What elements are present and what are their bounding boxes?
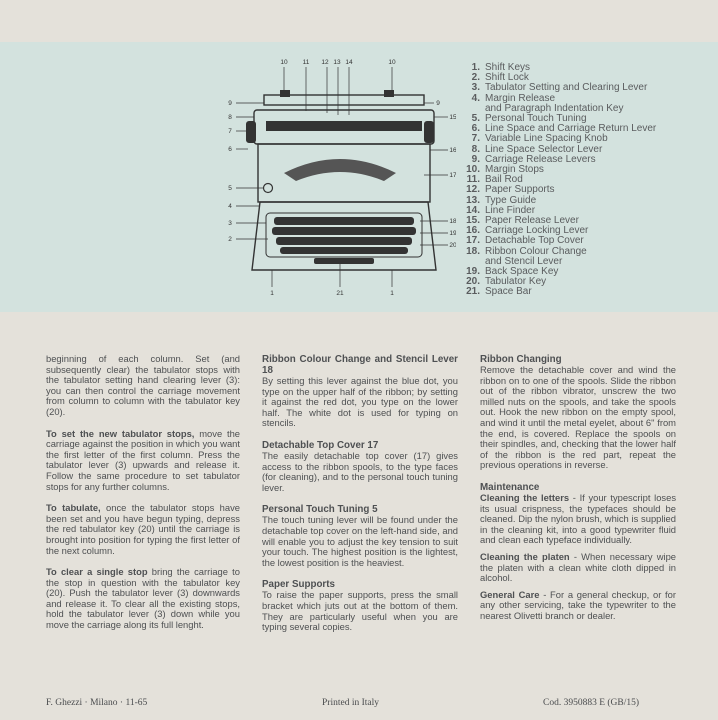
paragraph: The touch tuning lever will be found under the detachable top cover on the left-hand side, and will enable you to adjust the key tension to suit your touch. The highest position is the lightest, the lowest position is the heaviest. — [262, 514, 458, 568]
paragraph: To set the new tabulator stops, move the carriage against the position in which you want the first letter of the first column. Press the tabulator lever (3) upwards and release it. Follow the same procedure to set tabulator stops for any further columns. — [46, 427, 241, 492]
callout-left: 8 — [228, 114, 232, 121]
paragraph: Remove the detachable cover and wind the ribbon on to one of the spools. Slide the ribbon out of the ribbon vibrator, unscrew the two milled nuts on the spools, and take the spools out. Hook the new ribbon on the empty spool, and wind it until the metal eyelet, about 6" from the end, is covered. Replace the spools on their spindles, and, checking that the lower half of the ribbon is the red part, repeat the previous operations in reverse. — [480, 364, 676, 471]
callout-right: 19 — [449, 230, 456, 237]
callout-left: 7 — [228, 128, 232, 135]
legend-item: 7. Variable Line Spacing Knob — [471, 133, 608, 145]
callout-top: 14 — [345, 59, 353, 66]
legend-item: 3. Tabulator Setting and Clearing Lever — [471, 82, 648, 94]
callout-left: 2 — [228, 236, 232, 243]
callout-bottom: 1 — [270, 290, 274, 297]
footer-printer: F. Ghezzi · Milano · 11-65 — [46, 698, 148, 708]
paragraph: beginning of each column. Set (and subsequently clear) the tabulator stops with the tabulator setting hand clearing lever (3): you can then control the carriage movement from column to column with the tabulator key (20). — [46, 353, 240, 417]
paragraph: To clear a single stop bring the carriage to the stop in question with the tabulator key (20). Push the tabulator lever (3) downwards and release it. To clear all the existing stops, hold the tabulator lever (3) down while you move the carriage along its full lenght. — [46, 566, 240, 631]
section-heading: Ribbon Changing — [480, 354, 562, 365]
callout-right: 20 — [449, 242, 456, 249]
typewriter-illustration — [224, 55, 456, 307]
legend-item: 6. Line Space and Carriage Return Lever — [471, 123, 657, 135]
callout-right: 18 — [449, 218, 456, 225]
footer-origin: Printed in Italy — [322, 698, 379, 708]
section-heading: Maintenance — [480, 481, 540, 493]
callout-top: 10 — [280, 59, 288, 66]
footer-code: Cod. 3950883 E (GB/15) — [543, 698, 640, 708]
callout-right: 17 — [449, 172, 456, 179]
paragraph: General Care - For a general checkup, or for any other servicing, take the typewriter to the nearest Olivetti branch or dealer. — [480, 588, 676, 621]
legend-item: 20. Tabulator Key — [466, 276, 547, 288]
callout-right: 15 — [449, 114, 456, 121]
callout-bottom: 1 — [390, 290, 394, 297]
callout-left: 4 — [228, 203, 232, 210]
column-features — [262, 354, 458, 644]
callout-top: 11 — [302, 59, 310, 66]
legend-item: 21. Space Bar — [466, 286, 532, 298]
legend-item: 19. Back Space Key — [466, 266, 559, 278]
section-heading: Paper Supports — [262, 579, 335, 591]
callout-left: 5 — [228, 185, 232, 192]
paragraph: Cleaning the letters - If your typescript loses its usual crispness, the typefaces should be cleaned. Dip the nylon brush, which is supplied in the cleaning kit, into a good typewriter fluid and clean each typeface individually. — [480, 491, 677, 546]
callout-top: 13 — [333, 59, 341, 66]
callout-bottom: 21 — [336, 290, 344, 297]
section-heading: Personal Touch Tuning 5 — [262, 504, 378, 516]
legend-item: 10. Margin Stops — [466, 164, 544, 176]
legend-item: 12. Paper Supports — [466, 184, 555, 196]
legend-item: and Stencil Lever — [485, 255, 563, 267]
legend-item: 11. Bail Rod — [466, 174, 523, 186]
callout-top: 10 — [388, 59, 396, 66]
legend-item: 18. Ribbon Colour Change — [466, 245, 587, 257]
typewriter-diagram — [224, 55, 456, 307]
legend-item: 9. Carriage Release Levers — [471, 153, 596, 165]
paragraph: By setting this lever against the blue dot, you type on the upper half of the ribbon; by setting it against the red dot, you type on the lower half. The white dot is used for typing on stencils. — [262, 375, 458, 429]
section-heading: Ribbon Colour Change and Stencil Lever 18 — [262, 354, 458, 376]
callout-right: 9 — [436, 100, 440, 107]
column-maintenance — [480, 354, 676, 632]
legend-item: 13. Type Guide — [466, 194, 537, 206]
paragraph: The easily detachable top cover (17) gives access to the ribbon spools, to the type faces (for cleaning), and to the personal touch tuning lever. — [262, 449, 458, 493]
callout-top: 12 — [321, 59, 329, 66]
legend-item: 8. Line Space Selector Lever — [471, 143, 603, 155]
legend-item: 5. Personal Touch Tuning — [471, 113, 587, 125]
callout-left: 3 — [228, 220, 232, 227]
legend-item: and Paragraph Indentation Key — [485, 102, 624, 114]
paragraph: To raise the paper supports, press the small bracket which juts out at the bottom of them. They are particularly useful when you are typing several copies. — [262, 589, 458, 633]
section-heading: Detachable Top Cover 17 — [262, 439, 379, 451]
callout-left: 6 — [228, 146, 232, 153]
legend-item: 2. Shift Lock — [471, 72, 529, 84]
legend-item: 14. Line Finder — [466, 204, 536, 216]
legend-item: 4. Margin Release — [471, 92, 556, 104]
parts-legend — [462, 63, 712, 298]
column-tabulator — [46, 354, 240, 642]
callout-right: 16 — [449, 147, 456, 154]
legend-item: 1. Shift Keys — [471, 62, 531, 73]
paragraph: To tabulate, once the tabulator stops have been set and you have begun typing, depress the red tabulator key (20) until the carriage is brought into position for typing the first letter of the next column. — [46, 502, 240, 556]
paragraph: Cleaning the platen - When necessary wipe the platen with a clean white cloth dipped in alcohol. — [480, 550, 677, 584]
legend-item: 16. Carriage Locking Lever — [466, 225, 589, 237]
legend-item: 17. Detachable Top Cover — [466, 235, 584, 247]
legend-item: 15. Paper Release Lever — [466, 215, 579, 227]
callout-left: 9 — [228, 100, 232, 107]
